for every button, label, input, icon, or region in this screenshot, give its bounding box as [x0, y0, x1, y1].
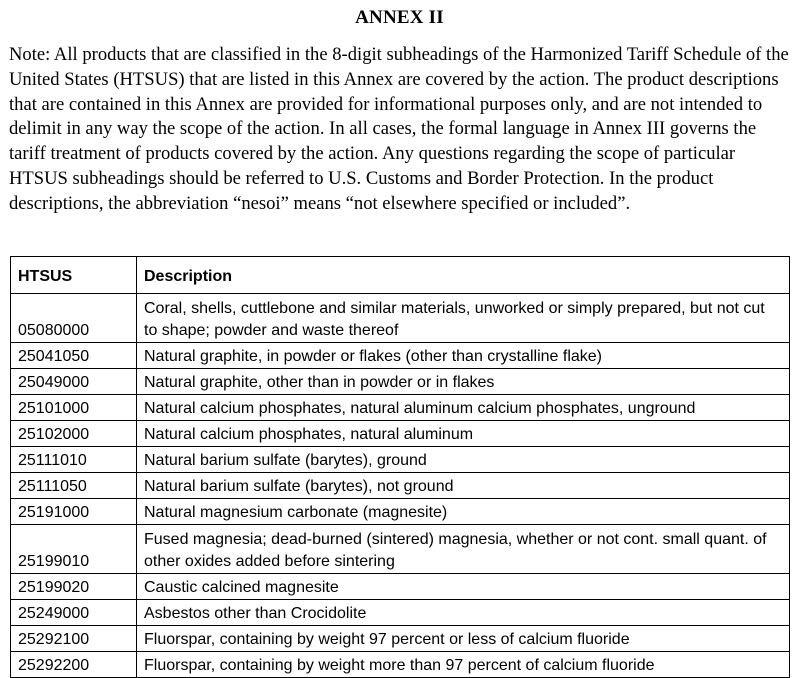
table-row	[11, 600, 790, 626]
htsus-code: 25292100	[11, 626, 137, 652]
header-htsus: HTSUS	[11, 257, 137, 294]
product-description: Natural barium sulfate (barytes), not ground	[137, 473, 790, 499]
table-row	[11, 447, 790, 473]
htsus-code: 25249000	[11, 600, 137, 626]
header-description: Description	[137, 257, 790, 294]
table-row	[11, 294, 790, 343]
product-description: Natural magnesium carbonate (magnesite)	[137, 499, 790, 525]
annex-title: ANNEX II	[355, 7, 444, 28]
table-row	[11, 652, 790, 678]
product-description: Caustic calcined magnesite	[137, 574, 790, 600]
product-description: Natural graphite, in powder or flakes (other than crystalline flake)	[137, 343, 790, 369]
htsus-code: 25199010	[11, 525, 137, 574]
htsus-code: 25041050	[11, 343, 137, 369]
table-row	[11, 473, 790, 499]
table-row	[11, 395, 790, 421]
htsus-code: 25111010	[11, 447, 137, 473]
table-row	[11, 626, 790, 652]
table-row	[11, 499, 790, 525]
product-description: Natural calcium phosphates, natural aluminum calcium phosphates, unground	[137, 395, 790, 421]
htsus-table	[10, 256, 790, 678]
htsus-code: 05080000	[11, 294, 137, 343]
htsus-code: 25101000	[11, 395, 137, 421]
table-row	[11, 369, 790, 395]
table-header-row	[11, 257, 790, 294]
htsus-code: 25049000	[11, 369, 137, 395]
product-description: Asbestos other than Crocidolite	[137, 600, 790, 626]
htsus-code: 25102000	[11, 421, 137, 447]
table-row	[11, 343, 790, 369]
table-row	[11, 421, 790, 447]
product-description: Fused magnesia; dead-burned (sintered) magnesia, whether or not cont. small quant. of other oxides added before sintering	[137, 525, 790, 574]
table-row	[11, 574, 790, 600]
htsus-code: 25292200	[11, 652, 137, 678]
product-description: Natural barium sulfate (barytes), ground	[137, 447, 790, 473]
htsus-code: 25111050	[11, 473, 137, 499]
htsus-code: 25199020	[11, 574, 137, 600]
htsus-code: 25191000	[11, 499, 137, 525]
product-description: Fluorspar, containing by weight more than 97 percent of calcium fluoride	[137, 652, 790, 678]
product-description: Natural graphite, other than in powder or in flakes	[137, 369, 790, 395]
product-description: Natural calcium phosphates, natural aluminum	[137, 421, 790, 447]
table-row	[11, 525, 790, 574]
product-description: Coral, shells, cuttlebone and similar materials, unworked or simply prepared, but not cut to shape; powder and waste thereof	[137, 294, 790, 343]
note-paragraph: Note: All products that are classified in the 8-digit subheadings of the Harmonized Tariff Schedule of the United States (HTSUS) that are listed in this Annex are covered by the action. The product descriptions that are contained in this Annex are provided for informational purposes only, and are not intended to delimit in any way the scope of the action. In all cases, the formal language in Annex III governs the tariff treatment of products covered by the action. Any questions regarding the scope of particular HTSUS subheadings should be referred to U.S. Customs and Border Protection. In the product descriptions, the abbreviation “nesoi” means “not elsewhere specified or included”.	[9, 44, 789, 214]
product-description: Fluorspar, containing by weight 97 percent or less of calcium fluoride	[137, 626, 790, 652]
